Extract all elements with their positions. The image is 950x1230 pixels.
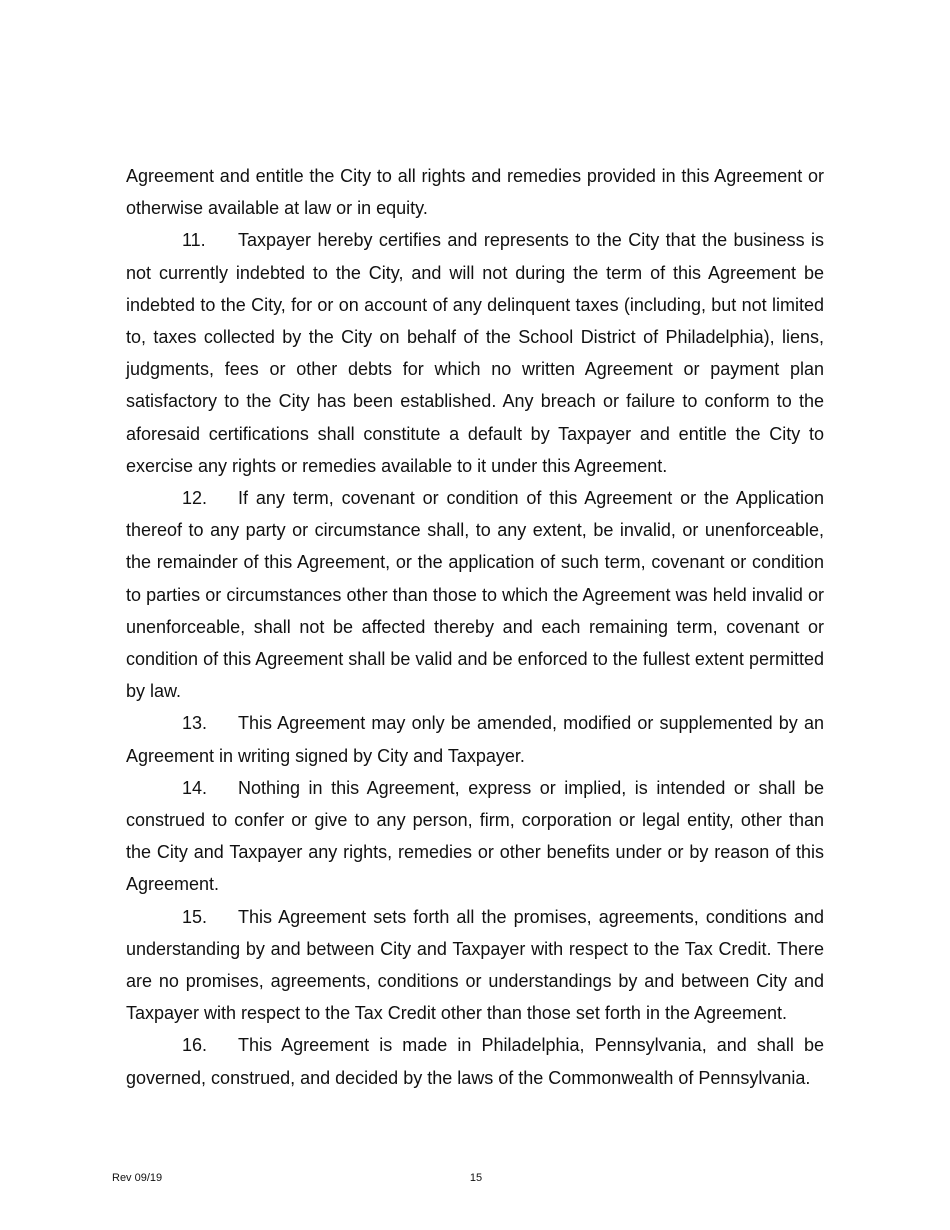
paragraph-number: 11. bbox=[182, 230, 206, 251]
footer-page-number: 15 bbox=[469, 1172, 483, 1184]
paragraph-11 bbox=[126, 224, 824, 482]
paragraph-number: 12. bbox=[182, 488, 208, 509]
paragraph-number: 14. bbox=[182, 777, 208, 798]
paragraph-text: This Agreement may only be amended, modified or supplemented by an Agreement in writing signed by City and Taxpayer. bbox=[126, 713, 824, 766]
document-body bbox=[126, 160, 824, 1094]
paragraph-text: If any term, covenant or condition of this Agreement or the Application thereof to any party or circumstance shall, to any extent, be invalid, or unenforceable, the remainder of this Agreement, or the application of such term, covenant or condition to parties or circumstances other than those to which the Agreement was held invalid or unenforceable, shall not be affected thereby and each remaining term, covenant or condition of this Agreement shall be valid and be enforced to the fullest extent permitted by law. bbox=[126, 488, 824, 702]
paragraph-number: 13. bbox=[182, 713, 208, 734]
paragraph-13 bbox=[126, 707, 824, 771]
paragraph-text: Nothing in this Agreement, express or implied, is intended or shall be construed to confer or give to any person, firm, corporation or legal entity, other than the City and Taxpayer any rights, remedies or other benefits under or by reason of this Agreement. bbox=[126, 777, 824, 895]
paragraph-text: This Agreement is made in Philadelphia, Pennsylvania, and shall be governed, construed, and decided by the laws of the Commonwealth of Pennsylvania. bbox=[126, 1035, 824, 1088]
paragraph-text: Taxpayer hereby certifies and represents to the City that the business is not currently indebted to the City, and will not during the term of this Agreement be indebted to the City, for or on account of any delinquent taxes (including, but not limited to, taxes collected by the City on behalf of the School District of Philadelphia), liens, judgments, fees or other debts for which no written Agreement or payment plan satisfactory to the City has been established. Any breach or failure to conform to the aforesaid certifications shall constitute a default by Taxpayer and entitle the City to exercise any rights or remedies available to it under this Agreement. bbox=[126, 230, 824, 476]
footer-revision: Rev 09/19 bbox=[112, 1172, 163, 1184]
paragraph-number: 15. bbox=[182, 906, 208, 927]
paragraph-16 bbox=[126, 1029, 824, 1093]
paragraph-text: This Agreement sets forth all the promises, agreements, conditions and understanding by and between City and Taxpayer with respect to the Tax Credit. There are no promises, agreements, conditions or understandings by and between City and Taxpayer with respect to the Tax Credit other than those set forth in the Agreement. bbox=[126, 906, 824, 1024]
continuation-paragraph: Agreement and entitle the City to all rights and remedies provided in this Agreement or otherwise available at law or in equity. bbox=[126, 166, 824, 219]
paragraph-14 bbox=[126, 772, 824, 901]
paragraph-12 bbox=[126, 482, 824, 707]
paragraph-15 bbox=[126, 901, 824, 1030]
paragraph-number: 16. bbox=[182, 1035, 208, 1056]
